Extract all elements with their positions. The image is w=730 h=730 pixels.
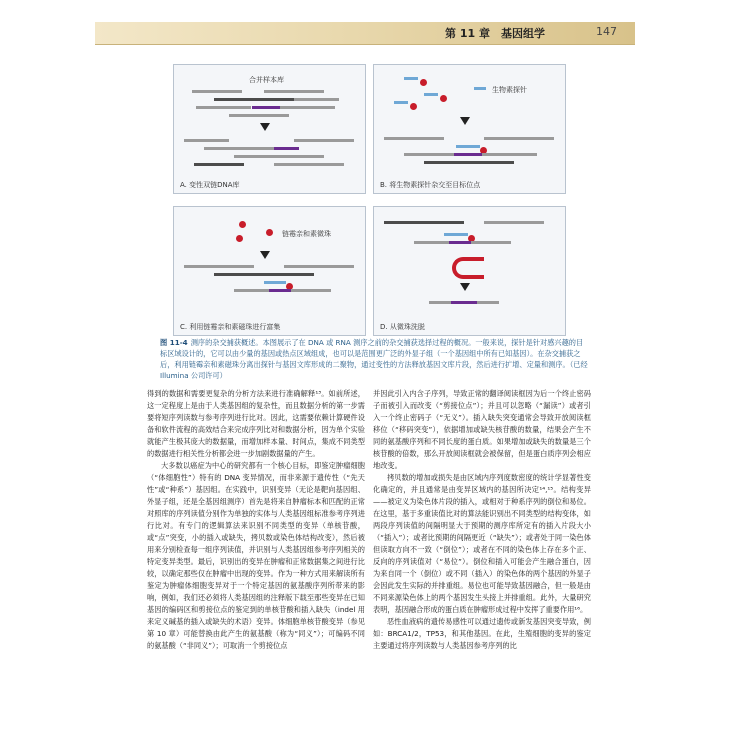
target-region <box>449 241 471 244</box>
streptavidin-bead-icon <box>236 235 243 242</box>
page-header <box>95 22 635 44</box>
dna-strand <box>294 139 354 142</box>
paragraph: 并因此引入内含子序列，导致正常的翻译阅读框因为后一个终止密码子而被引入而改变（“剪接位点”）；并且可以忽略（“漏读”）或者引入一个终止密码子（“无义”）。插入缺失突变通常会导致开放阅读框移位（“移码突变”），依据增加或缺失核苷酸的数量，结果会产生不同的氨基酸序列和不同长度的蛋白质。如果增加或缺失的数量是三个核苷酸的倍数，那么开放阅读框就会被保留，但是蛋白质序列会相应地改变。 <box>373 389 591 470</box>
biotin-probe <box>264 281 286 284</box>
figure-id: 图 11-4 <box>160 338 188 347</box>
biotin-probe <box>444 233 468 236</box>
dna-strand <box>184 265 254 268</box>
dna-strand <box>264 90 324 93</box>
panel-d-label: D. 从微珠洗脱 <box>380 323 425 331</box>
dna-strand <box>192 90 242 93</box>
panel-b-top-label: 生物素探针 <box>492 86 527 94</box>
dna-strand <box>214 273 314 276</box>
dna-strand <box>482 153 537 156</box>
panel-a-top-label: 合并样本库 <box>249 76 284 84</box>
target-region <box>451 301 477 304</box>
figure-panel-c <box>173 206 366 336</box>
figure-panel-d <box>373 206 566 336</box>
figure-caption-text: 测序的杂交捕获概述。本图展示了在 DNA 或 RNA 测序之前的杂交捕获选择过程的概况。一般来说，探针是针对感兴趣的目标区域设计的，它可以由少量的基因或热点区域组成，也可以是范围更广泛的外显子组（一个基因组中所有已知基因）。在杂交捕获之后，利用链霉亲和素磁珠分离出探针与基因文库形成的二聚物，通过变性的方法释放基因文库片段，然后进行扩增、定量和测序。（已经 Illumina 公司许可） <box>160 338 588 380</box>
target-region <box>454 153 482 156</box>
arrow-icon <box>460 283 470 291</box>
dna-strand <box>234 155 324 158</box>
paragraph: 拷贝数的增加或损失是由区域内序列度数密度的统计学显著性变化确定的，并且通常是由变异区域内的基因所决定¹⁴,¹⁵。结构变异——被定义为染色体片段的插入，或相对于种系序列的倒位和易位。在这里，基于多重读值比对的算法能识别出不同类型的结构变体，如两段序列读值的间隔明显大于预期的测序库所定有的插入片段大小（“插入”）；或者比预期的间隔更近（“缺失”）；或者处于同一染色体但读取方向不一致（“倒位”）；或者在不同的染色体上存在多个正、反向的序列读值对（“易位”）。倒位和插入可能会产生融合蛋白，因为来自同一个（倒位）或不同（插入）的染色体的两个基因的外显子会因此发生实际的并排重组。易位也可能导致基因融合，但一般是由不同来源染色体上的两个基因发生头接上并排重组。此外，大量研究表明，基因融合形成的蛋白质在肿瘤形成过程中发挥了重要作用¹⁶。 <box>373 473 591 614</box>
header-divider <box>95 44 635 45</box>
biotin-probe <box>456 145 480 148</box>
panel-c-top-label: 链霉亲和素微珠 <box>282 230 331 238</box>
dna-strand <box>414 241 449 244</box>
dna-strand <box>484 137 554 140</box>
dna-strand <box>484 221 544 224</box>
left-column <box>147 388 365 652</box>
magnet-icon <box>452 257 484 279</box>
dna-strand <box>204 147 274 150</box>
panel-c-label: C. 利用链霉亲和素磁珠进行富集 <box>180 323 281 331</box>
right-column <box>373 388 591 652</box>
dna-strand <box>477 301 499 304</box>
dna-strand <box>294 98 339 101</box>
dna-strand <box>234 289 269 292</box>
dna-strand <box>429 301 451 304</box>
arrow-icon <box>260 123 270 131</box>
dna-strand <box>214 98 294 101</box>
figure-panel-a <box>173 64 366 194</box>
dna-strand <box>384 137 444 140</box>
paragraph: 大多数以癌症为中心的研究都有一个核心目标，即鉴定肿瘤细胞（“体细胞性”）特有的 DNA 变异情况，而非来源于遗传性（“先天性”或“种系”）基因组。在实践中，识别变异（无论是靶向基因组、外显子组，还是全基因组测序）首先是将来自肿瘤标本和匹配的正常对照库的序列读值分别作为单独的实体与人类基因组标准参考序列进行比对。有专门的逻辑算法来识别不同类型的变异（单核苷酸，或“点”突变，小的插入或缺失，拷贝数或染色体结构改变），然后被用来分别检查每一组序列读值，并识别与人类基因组参考序列相关的特定变异类型。最后，识别出的变异在肿瘤和正常数据集之间进行比较，以确定那些仅在肿瘤中出现的变异。作为一种方式用来解读所有鉴定为肿瘤体细胞变异对于一个特定基因的氨基酸序列所带来的影响，例如，我们还必须将人类基因组的注释版下载至那些变异在已知基因的编码区和剪接位点的鉴定到的单核苷酸和插入缺失（indel 用来定义碱基的插入或缺失的术语）变异。体细胞单核苷酸变异（参见第 10 章）可能替换由此产生的氨基酸（称为“同义”）；可编码不同的氨基酸（“非同义”）；可取消一个剪接位点 <box>147 461 365 650</box>
arrow-icon <box>260 251 270 259</box>
dna-strand <box>284 265 354 268</box>
biotin-probe <box>424 93 438 96</box>
panel-a-label: A. 变性双链DNA库 <box>180 181 240 189</box>
dna-strand <box>196 106 251 109</box>
dna-strand <box>291 289 331 292</box>
biotin-icon <box>440 95 447 102</box>
figure-caption <box>160 337 590 381</box>
dna-strand <box>194 163 244 166</box>
target-region <box>252 106 280 109</box>
dna-strand <box>274 163 344 166</box>
paragraph: 恶性血液病的遗传易感性可以通过遗传或新发基因突变导致，例如：BRCA1/2，TP53，和其他基因。在此，生殖细胞的变异的鉴定主要通过将序列读数与人类基因参考序列的比 <box>373 617 591 650</box>
panel-b-label: B. 将生物素探针杂交至目标位点 <box>380 181 481 189</box>
biotin-icon <box>420 79 427 86</box>
dna-strand <box>424 161 514 164</box>
dna-strand <box>184 139 229 142</box>
biotin-probe <box>404 77 418 80</box>
figure-panel-b <box>373 64 566 194</box>
target-region <box>269 289 291 292</box>
chapter-title: 第 11 章 基因组学 <box>445 27 545 40</box>
page-number: 147 <box>596 25 617 38</box>
biotin-icon <box>410 103 417 110</box>
dna-strand <box>229 114 289 117</box>
streptavidin-bead-icon <box>266 229 273 236</box>
arrow-icon <box>460 117 470 125</box>
target-region <box>274 147 299 150</box>
biotin-legend-probe <box>474 87 486 90</box>
biotin-probe <box>394 101 408 104</box>
dna-strand <box>280 106 335 109</box>
dna-strand <box>384 221 464 224</box>
paragraph: 得到的数据和需要更复杂的分析方法来进行准确解释¹³。如前所述，这一定程度上是由于人类基因组的复杂性，而且数据分析的第一步需要将短序列读数与参考序列进行比对。因此，这需要依赖计算硬件设备和软件流程的高效结合来完成序列比对和数据分析，因为单个实验就能产生极其庞大的数据量，而增加样本量、时间点，集成不同类型的数据进行相关性分析都会进一步加剧数据量的产生。 <box>147 389 365 458</box>
streptavidin-bead-icon <box>239 221 246 228</box>
dna-strand <box>404 153 454 156</box>
dna-strand <box>471 241 511 244</box>
